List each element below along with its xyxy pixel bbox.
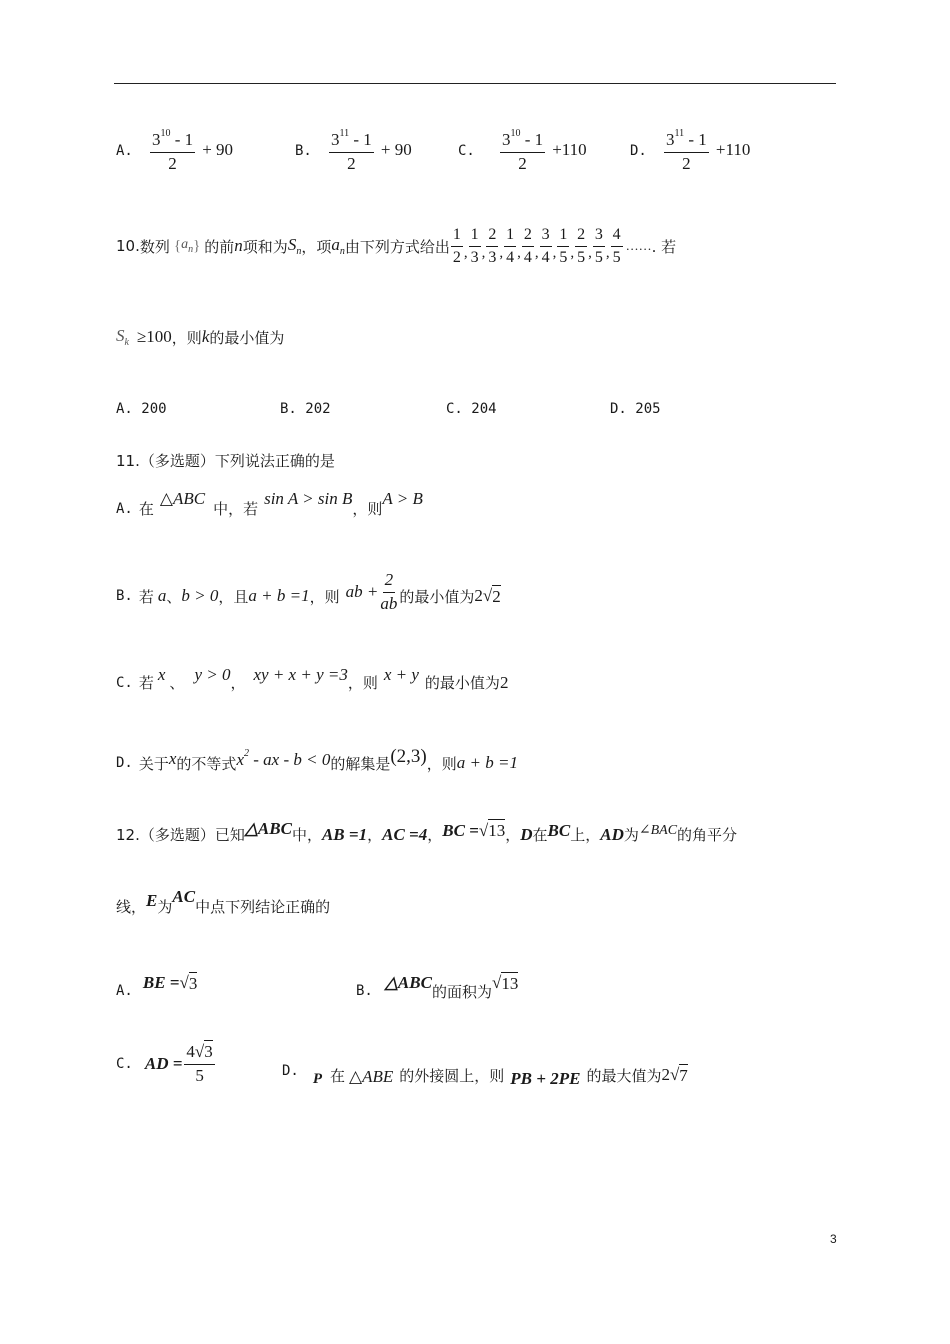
q12-option-b[interactable] [356,972,519,1001]
exponent: 11 [674,128,685,139]
numerator: 3 [540,226,552,247]
option-label: C. [446,401,463,417]
variable: k [201,327,210,346]
q11-option-b[interactable] [116,570,501,617]
q10-stem-line1 [116,226,676,266]
q9-option-d[interactable] [630,128,750,173]
sqrt-sign: √ [491,973,502,992]
math-expression: y > 0 [194,664,231,684]
option-label: C. [116,674,133,691]
q11-title: 11.（多选题）下列说法正确的是 [116,452,335,470]
denominator: 2 [682,153,691,173]
math-expression [236,748,330,770]
option-tail: +110 [552,140,587,160]
q12-option-d[interactable] [282,1064,688,1086]
q11-option-a[interactable] [116,488,423,519]
separator-comma: , [570,244,575,261]
sum-symbol [116,326,129,348]
base: 3 [501,130,511,149]
denominator: 2 [518,153,527,173]
symbol: a [331,235,340,255]
q9-option-c[interactable] [458,128,587,173]
denominator: 3 [470,248,479,266]
stem-text: ， [505,826,521,844]
sequence-fraction [611,226,623,266]
symbol: a [181,237,189,253]
numerator-tail: - 1 [520,130,544,149]
math-expression: ab + [345,582,379,602]
fraction [184,1043,214,1085]
numerator-tail: - 1 [684,130,707,149]
sqrt-sign: √ [194,1042,205,1061]
q12-option-c[interactable] [116,1043,217,1085]
base: 3 [330,130,340,149]
option-tail: + 90 [380,140,412,160]
exponent: 10 [510,128,521,139]
math-expression: AC =4 [382,824,428,844]
answer-value: 2 [499,672,509,692]
option-text: 的最小值为 [399,587,475,606]
option-text: 若 [138,587,154,606]
sqrt-sign: √ [179,973,189,992]
segment: AC [172,886,196,906]
triangle-symbol: △ABC [159,488,206,508]
option-label: D. [630,143,647,160]
option-text: 若 [138,674,154,692]
denominator: 2 [347,153,356,173]
radicand: 3 [204,1042,213,1061]
subscript: n [296,246,302,258]
q10-option-c[interactable] [446,401,497,417]
separator-comma: , [481,244,486,261]
q9-option-a[interactable] [116,128,233,173]
option-text: 、 [169,674,185,692]
math-expression: AB =1 [321,824,368,844]
coefficient: 2 [474,586,483,606]
coefficient: 2 [661,1065,670,1084]
option-text: 在 [138,500,154,518]
math-expression: sin A > sin B [264,488,353,508]
solution-set: (2,3) [390,746,427,767]
sequence-fraction [557,226,569,266]
math-expression: PB + 2PE [510,1069,581,1088]
option-label: A. [116,401,133,417]
stem-text: 由下列方式给出 [344,237,450,256]
q10-option-b[interactable] [280,401,331,417]
segment: AD [600,824,624,844]
denominator: ab [380,593,398,613]
sequence-fractions [450,226,624,266]
denominator: 3 [488,248,497,266]
math-expression [442,821,505,841]
question-number: 10. [116,237,140,256]
subscript: k [124,337,129,348]
option-label: A. [116,500,133,517]
q10-option-a[interactable] [116,401,167,417]
option-label: B. [280,401,297,417]
option-text: 中，若 [213,500,259,518]
denominator: 5 [559,248,568,266]
stem-text: ，项 [301,237,332,256]
variable: x [157,664,166,684]
option-label: C. [116,1056,133,1073]
segment: BC [547,820,571,840]
separator-comma: , [463,244,468,261]
separator-comma: , [552,244,557,261]
stem-text: 的角平分 [677,826,738,844]
math-expression: x + y [383,664,419,684]
variable: D [520,824,533,844]
stem-text: ， [427,826,443,844]
numerator: 1 [504,226,516,247]
sequence-fraction [486,226,498,266]
segment: BC = [442,820,479,840]
option-text: ， [230,674,246,692]
q12-stem-line1 [116,818,738,845]
option-text: 的最小值为 [424,674,500,692]
option-text: 的外接圆上，则 [399,1066,505,1085]
stem-text: 线， [116,898,147,916]
term-symbol [331,235,345,257]
sequence-fraction [469,226,481,266]
radicand: 7 [679,1066,688,1085]
q10-option-d[interactable] [610,401,661,417]
option-label: C. [458,143,475,160]
option-text: ，则 [426,754,457,773]
q12-option-a[interactable] [116,972,198,999]
option-text: 的面积为 [431,982,492,1001]
math-expression: a + b =1 [456,753,518,772]
base: 3 [665,130,675,149]
exponent: 11 [339,128,350,139]
subscript: n [188,244,194,256]
sum-symbol [288,235,302,257]
option-text: 的不等式 [176,754,237,773]
triangle-symbol: △ABC [384,973,432,992]
expression-tail: - ax - b < 0 [248,750,331,769]
stem-text: 的最小值为 [209,328,285,347]
denominator: 5 [594,248,603,266]
numerator: 2 [486,226,498,247]
sequence-fraction [593,226,605,266]
exponent: 10 [160,128,171,139]
math-expression: a + b =1 [248,586,310,606]
fraction [380,571,397,613]
fraction [500,128,545,173]
angle-symbol: ∠BAC [638,823,678,838]
radicand: 13 [488,820,506,840]
numerator: 3 [593,226,605,247]
symbol: S [287,235,297,255]
option-label: A. [116,143,133,160]
separator-comma: , [499,244,504,261]
stem-text: 为 [157,898,173,916]
option-tail: +110 [715,140,751,160]
sequence-fraction [451,226,463,266]
separator-comma: , [534,244,539,261]
ellipsis: …… [625,238,652,254]
sequence-fraction [522,226,534,266]
sequence-fraction [504,226,516,266]
fraction [664,128,709,173]
q12-stem-line2 [116,886,331,917]
math-expression: AD = [144,1054,183,1074]
math-expression: BE = [142,973,180,992]
variable: x [236,750,244,769]
denominator: 5 [577,248,586,266]
header-rule [114,83,836,84]
separator-comma: , [517,244,521,261]
radicand: 13 [501,974,519,993]
stem-text: ， [367,826,383,844]
stem-text: . 若 [651,237,677,256]
radicand: 3 [188,974,198,993]
variable: n [234,236,243,256]
stem-text: 的前 [204,237,235,256]
coefficient: 4 [186,1042,195,1061]
option-label: B. [356,983,373,999]
sqrt-sign: √ [669,1065,680,1084]
triangle-symbol: △ABE [349,1067,394,1086]
option-label: B. [295,143,312,160]
sqrt-sign: √ [482,586,493,606]
brace-open: { [173,237,182,254]
page-number: 3 [830,1232,837,1246]
q10-stem-line2 [116,326,284,348]
numerator: 1 [557,226,569,247]
sequence-fraction [575,226,587,266]
separator-comma: , [588,244,592,261]
sequence-symbol [181,237,193,255]
q11-option-c[interactable] [116,664,509,693]
option-text: 的最大值为 [586,1066,662,1085]
q11-option-d[interactable] [116,746,518,774]
option-value: 200 [141,401,167,417]
option-label: D. [282,1063,299,1079]
variable: P [312,1070,323,1087]
denominator: 4 [523,248,532,266]
option-tail: + 90 [202,140,234,160]
sequence-fraction [540,226,552,266]
symbol: S [116,326,125,345]
option-label: D. [116,755,133,771]
brace-close: } [193,237,201,254]
exponent: 2 [243,748,249,759]
option-text: ，则 [352,500,383,518]
q9-option-b[interactable] [295,128,412,173]
option-text: ，则 [309,587,340,606]
stem-text: 数列 [139,237,170,256]
stem-text: 在 [532,826,548,844]
stem-text: 上， [570,826,601,844]
stem-text: 为 [623,826,639,844]
option-text: 关于 [138,754,169,773]
numerator: 2 [575,226,587,247]
numerator-tail: - 1 [349,130,372,149]
stem-text: 中， [291,826,322,844]
option-label: A. [116,983,133,999]
option-value: 205 [635,401,661,417]
variable: a [157,586,167,606]
stem-text: ，则 [171,328,202,347]
stem-text: 12.（多选题）已知 [116,826,245,844]
denominator: 5 [612,248,621,266]
stem-text: 中点下列结论正确的 [195,898,331,916]
math-expression: xy + x + y =3 [253,664,348,684]
option-text: 的解集是 [330,754,391,773]
denominator: 5 [195,1065,204,1085]
math-expression: b > 0 [181,586,219,606]
option-value: 202 [305,401,331,417]
option-text: ，则 [347,674,378,692]
triangle-symbol: △ABC [244,818,292,838]
numerator: 1 [451,226,463,247]
numerator-tail: - 1 [170,130,194,149]
option-text: 在 [330,1066,346,1085]
fraction [150,128,195,173]
subscript: n [339,246,345,258]
denominator: 4 [506,248,515,266]
separator-comma: , [605,244,610,261]
inequality: ≥100 [136,327,172,346]
base: 3 [151,130,161,149]
option-label: D. [610,401,627,417]
option-label: B. [116,588,133,605]
radicand: 2 [492,587,501,607]
numerator: 4 [611,226,623,247]
denominator: 2 [452,248,461,266]
denominator: 2 [168,153,177,173]
option-text: ，且 [218,587,249,606]
numerator: 2 [522,226,534,247]
math-expression: A > B [382,488,423,508]
numerator: 2 [383,571,396,593]
option-text: 、 [166,587,182,606]
stem-text: 项和为 [242,237,288,256]
sqrt-sign: √ [478,820,489,840]
numerator: 1 [469,226,481,247]
variable: x [168,749,177,768]
denominator: 4 [541,248,550,266]
variable: E [146,890,158,910]
option-value: 204 [471,401,497,417]
fraction [329,128,374,173]
